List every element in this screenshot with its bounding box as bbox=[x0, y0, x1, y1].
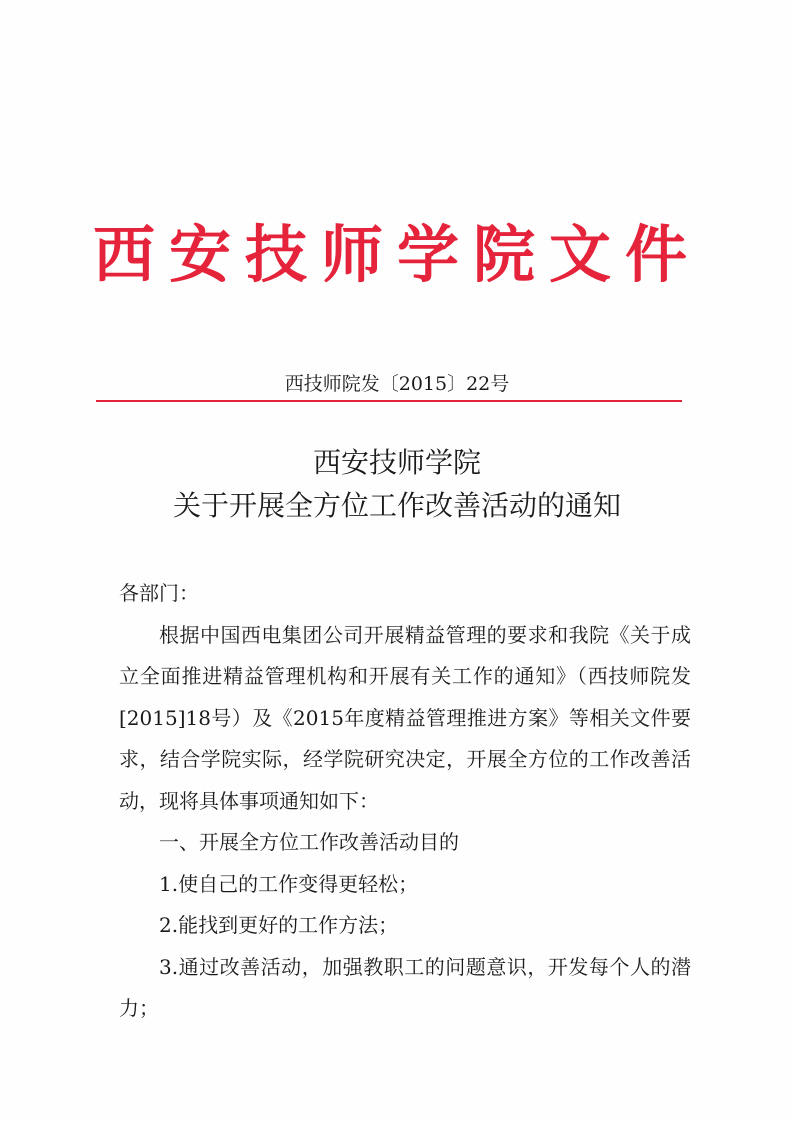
notice-title-line2: 关于开展全方位工作改善活动的通知 bbox=[172, 489, 621, 522]
notice-title-line1: 西安技师学院 bbox=[312, 446, 481, 479]
document-body bbox=[119, 573, 691, 1030]
list-item-1: 1.使自己的工作变得更轻松； bbox=[159, 871, 419, 896]
list-item-2: 2.能找到更好的工作方法； bbox=[159, 913, 399, 937]
body-paragraph-1: 根据中国西电集团公司开展精益管理的要求和我院《关于成立全面推进精益管理机构和开展有关工作的通知》（西技师院发[2015]18号）及《2015年度精益管理推进方案》等相关文件要求，结合学院实际，经学院研究决定，开展全方位的工作改善活动，现将具体事项通知如下： bbox=[119, 622, 691, 813]
section-heading-1: 一、开展全方位工作改善活动目的 bbox=[159, 830, 459, 854]
document-header-title: 西安技师学院文件 bbox=[92, 218, 701, 291]
header-red-rule bbox=[96, 400, 682, 402]
list-item-3: 3.通过改善活动，加强教职工的问题意识，开发每个人的潜力； bbox=[119, 954, 691, 1020]
salutation: 各部门： bbox=[119, 581, 199, 605]
document-number: 西技师院发〔2015〕22号 bbox=[284, 373, 510, 395]
